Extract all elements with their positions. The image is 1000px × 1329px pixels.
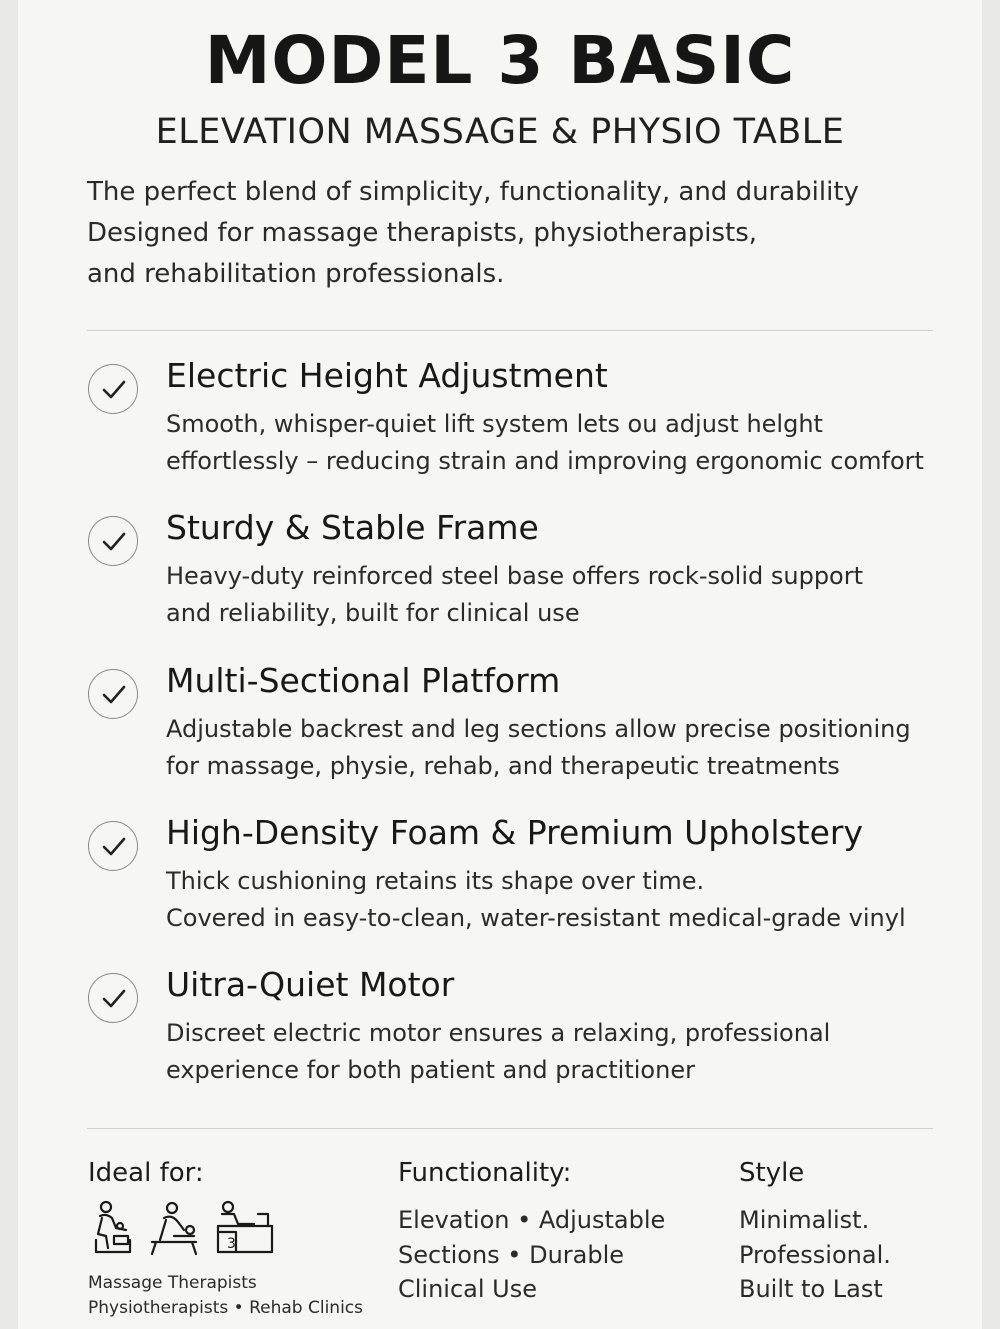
functionality-line: Clinical Use — [398, 1275, 538, 1303]
intro-paragraph — [87, 172, 947, 295]
feature-title: Multi-Sectional Platform — [166, 661, 561, 700]
physiotherapist-icon — [150, 1200, 200, 1256]
ideal-for-icons — [88, 1200, 288, 1260]
feature-description-line: for massage, physie, rehab, and therapeutic treatments — [166, 752, 840, 780]
ideal-for-line: Physiotherapists • Rehab Clinics — [88, 1298, 364, 1318]
feature-description — [166, 558, 986, 632]
check-circle-icon — [88, 364, 138, 414]
ideal-for-heading: Ideal for: — [88, 1158, 204, 1188]
functionality-line: Elevation • Adjustable — [398, 1206, 666, 1234]
feature-description-line: experience for both patient and practitioner — [166, 1056, 695, 1084]
page-title: MODEL 3 BASIC — [204, 22, 796, 99]
style-heading: Style — [739, 1158, 805, 1188]
feature-description-line: effortlessly – reducing strain and improving ergonomic comfort — [166, 447, 924, 475]
ideal-for-line: Massage Therapists — [88, 1273, 257, 1293]
check-circle-icon — [88, 516, 138, 566]
rehab-clinic-icon — [214, 1200, 276, 1256]
feature-title: Electric Height Adjustment — [166, 356, 608, 395]
check-circle-icon — [88, 821, 138, 871]
feature-description — [166, 863, 986, 937]
feature-title: High-Density Foam & Premium Upholstery — [166, 813, 864, 852]
feature-title: Uitra-Quiet Motor — [166, 965, 455, 1004]
divider-top — [87, 330, 933, 331]
feature-description-line: Adjustable backrest and leg sections allow precise positioning — [166, 715, 911, 743]
rehab-icon-number: 3 — [227, 1236, 236, 1252]
page-subtitle: ELEVATION MASSAGE & PHYSIO TABLE — [155, 112, 845, 152]
style-line: Minimalist. — [739, 1206, 870, 1234]
feature-description-line: Thick cushioning retains its shape over time. — [166, 867, 705, 895]
check-circle-icon — [88, 973, 138, 1023]
style-list — [739, 1203, 891, 1307]
feature-description — [166, 711, 986, 785]
feature-description-line: Covered in easy-to-clean, water-resistant medical-grade vinyl — [166, 904, 906, 932]
functionality-heading: Functionality: — [398, 1158, 572, 1188]
ideal-for-list — [88, 1271, 363, 1321]
functionality-list — [398, 1203, 665, 1307]
feature-description-line: Heavy-duty reinforced steel base offers rock-solid support — [166, 562, 864, 590]
style-line: Professional. — [739, 1240, 891, 1269]
massage-therapist-icon — [92, 1200, 134, 1256]
feature-description — [166, 1015, 986, 1089]
intro-line: and rehabilitation professionals. — [87, 259, 505, 289]
feature-description-line: Smooth, whisper-quiet lift system lets ou adjust helght — [166, 410, 823, 438]
feature-description-line: and reliability, built for clinical use — [166, 599, 580, 627]
intro-line: The perfect blend of simplicity, functionality, and durability — [87, 177, 859, 207]
feature-title: Sturdy & Stable Frame — [166, 508, 539, 547]
feature-description — [166, 406, 986, 480]
style-line: Built to Last — [739, 1275, 883, 1303]
feature-description-line: Discreet electric motor ensures a relaxing, professional — [166, 1019, 831, 1047]
intro-line: Designed for massage therapists, physiotherapists, — [87, 218, 758, 248]
divider-bottom — [87, 1128, 933, 1129]
functionality-line: Sections • Durable — [398, 1240, 625, 1269]
check-circle-icon — [88, 669, 138, 719]
